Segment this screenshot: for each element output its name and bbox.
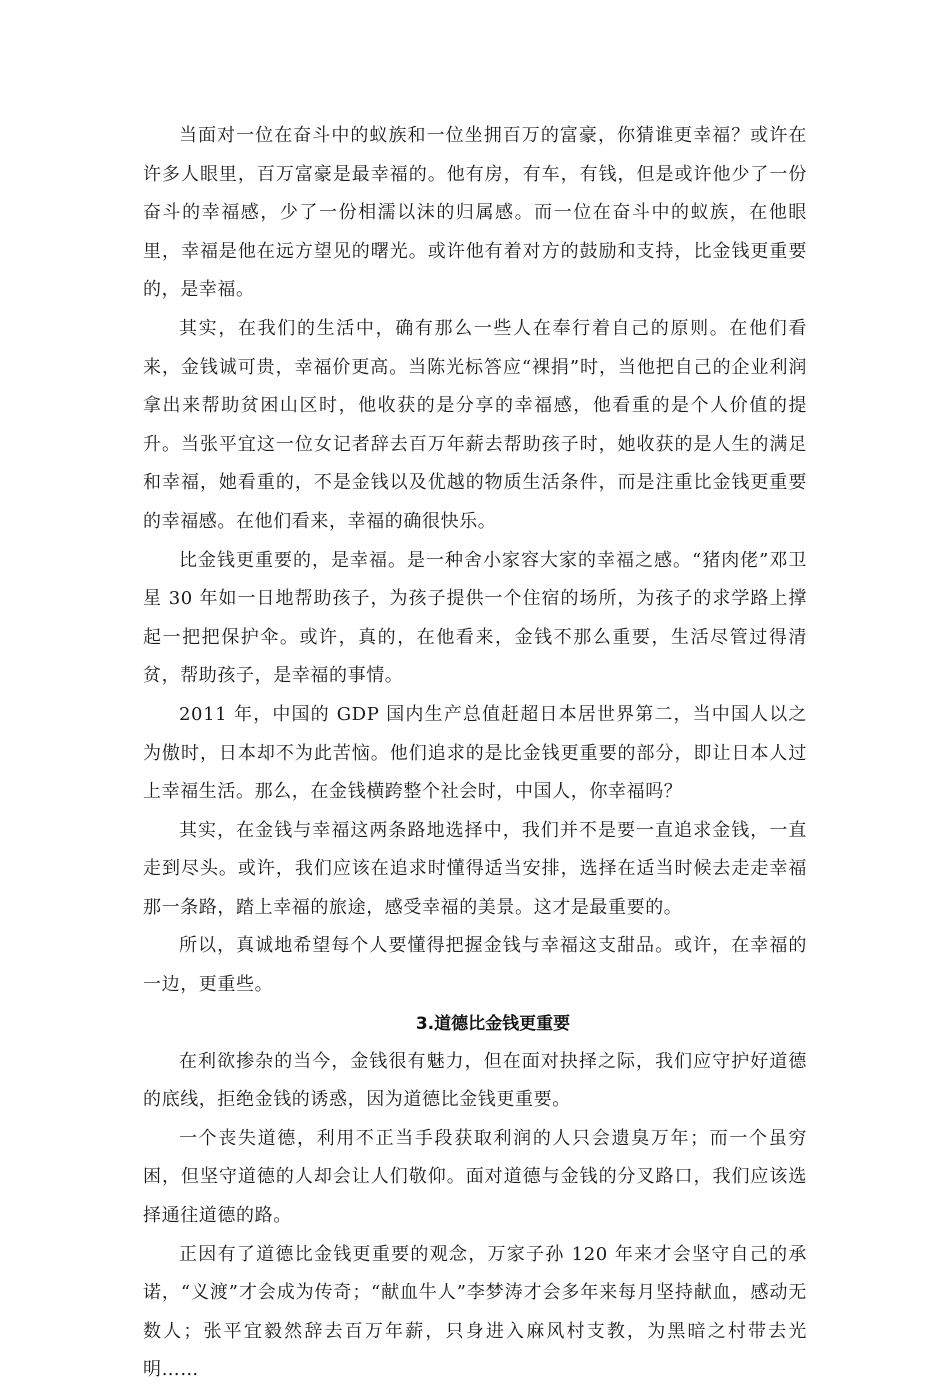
paragraph-morality-contrast: 一个丧失道德，利用不正当手段获取利润的人只会遗臭万年；而一个虽穷困，但坚守道德的人却会让人们敬仰。面对道德与金钱的分叉路口，我们应该选择通往道德的路。 — [143, 1127, 807, 1227]
paragraph-morality-intro: 在利欲掺杂的当今，金钱很有魅力，但在面对抉择之际，我们应守护好道德的底线，拒绝金钱的诱惑，因为道德比金钱更重要。 — [143, 1050, 807, 1111]
paragraph-happiness-sharing: 比金钱更重要的，是幸福。是一种舍小家容大家的幸福之感。“猪肉佬”邓卫星 30 年如一日地帮助孩子，为孩子提供一个住宿的场所，为孩子的求学路上撑起一把把保护伞。或许，真的，在他看来，金钱不那么重要，生活尽管过得清贫，帮助孩子，是幸福的事情。 — [143, 549, 807, 687]
paragraph-conclusion: 所以，真诚地希望每个人要懂得把握金钱与幸福这支甜品。或许，在幸福的一边，更重些。 — [143, 935, 807, 996]
section-heading: 3.道德比金钱更重要 — [415, 1013, 571, 1034]
paragraph-choice: 其实，在金钱与幸福这两条路地选择中，我们并不是要一直追求金钱，一直走到尽头。或许，我们应该在追求时懂得适当安排，选择在适当时候去走走幸福那一条路，踏上幸福的旅途，感受幸福的美景。这才是最重要的。 — [143, 819, 807, 918]
paragraph-principles: 其实，在我们的生活中，确有那么一些人在奉行着自己的原则。在他们看来，金钱诚可贵，幸福价更高。当陈光标答应“裸捐”时，当他把自己的企业利润拿出来帮助贫困山区时，他收获的是分享的幸福感，他看重的是个人价值的提升。当张平宜这一位女记者辞去百万年薪去帮助孩子时，她收获的是人生的满足和幸福，她看重的，不是金钱以及优越的物质生活条件，而是注重比金钱更重要的幸福感。在他们看来，幸福的确很快乐。 — [143, 317, 807, 532]
paragraph-morality-examples: 正因有了道德比金钱更重要的观念，万家子孙 120 年来才会坚守自己的承诺，“义渡”才会成为传奇；“献血牛人”李梦涛才会多年来每月坚持献血，感动无数人；张平宜毅然辞去百万年薪，只身进入麻风村支教，为黑暗之村带去光明…… — [143, 1243, 807, 1381]
paragraph-gdp-2011: 2011 年，中国的 GDP 国内生产总值赶超日本居世界第二，当中国人以之为傲时，日本却不为此苦恼。他们追求的是比金钱更重要的部分，即让日本人过上幸福生活。那么，在金钱横跨整个社会时，中国人，你幸福吗？ — [143, 703, 807, 803]
paragraph-ant-tribe: 当面对一位在奋斗中的蚁族和一位坐拥百万的富豪，你猜谁更幸福？或许在许多人眼里，百万富豪是最幸福的。他有房，有车，有钱，但是或许他少了一份奋斗的幸福感，少了一份相濡以沫的归属感。而一位在奋斗中的蚁族，在他眼里，幸福是他在远方望见的曙光。或许他有着对方的鼓励和支持，比金钱更重要的，是幸福。 — [143, 125, 807, 301]
document-body — [143, 117, 807, 1390]
